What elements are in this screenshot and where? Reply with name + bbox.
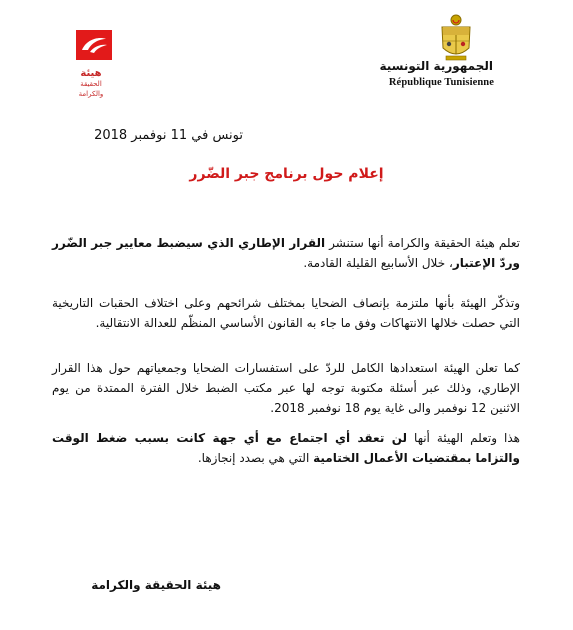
ivd-line1: هيئة	[80, 68, 102, 79]
paragraph-3: كما تعلن الهيئة استعدادها الكامل للردّ على استفسارات الضحايا وجمعياتهم حول هذا القرار الإطاري، وذلك عبر أسئلة مكتوبة توجه لها عبر مكتب الضبط خلال الفترة الممتدة من يوم الاثنين 12 نوفمبر والى غاية يوم 18 نوفمبر 2018.	[52, 361, 520, 415]
document-title: إعلام حول برنامج جبر الضّرر	[189, 166, 384, 182]
paragraph-4	[52, 428, 520, 468]
tunisia-coat-of-arms-icon	[436, 14, 476, 62]
ivd-logo	[57, 14, 117, 96]
ivd-logo-icon	[76, 30, 112, 60]
signature: هيئة الحقيقة والكرامة	[91, 578, 221, 592]
republic-name-arabic: الجمهورية التونسية	[379, 59, 493, 73]
paragraph-2: وتذكّر الهيئة بأنها ملتزمة بإنصاف الضحايا بمختلف شرائحهم وعلى اختلاف الحقبات التاريخية التي حصلت خلالها الانتهاكات وفق ما جاء به القانون الأساسي المنظّم للعدالة الانتقالية.	[52, 296, 520, 330]
ivd-line3: والكرامة	[78, 90, 104, 98]
paragraph-1-bold: القرار الإطاري الذي سيضبط معايير جبر الضّرر وردّ الإعتبار	[52, 236, 520, 270]
ivd-line2: الحقيقة	[80, 80, 102, 88]
paragraph-4-part-c: التي هي بصدد إنجازها.	[197, 451, 314, 465]
ivd-logo-text	[66, 69, 116, 99]
republic-name-french: République Tunisienne	[388, 77, 494, 88]
paragraph-1-part-a: تعلم هيئة الحقيقة والكرامة أنها ستنشر	[325, 236, 520, 250]
paragraph-4-part-a: هذا وتعلم الهيئة أنها	[407, 431, 520, 445]
paragraph-4-bold: لن تعقد أي اجتماع مع أي جهة كانت بسبب ضغط الوقت والتزاما بمقتضيات الأعمال الختامية	[52, 431, 520, 465]
paragraph-1	[52, 233, 520, 273]
date-line: تونس في 11 نوفمبر 2018	[94, 128, 243, 143]
paragraph-1-part-c: ، خلال الأسابيع القليلة القادمة.	[303, 256, 453, 270]
